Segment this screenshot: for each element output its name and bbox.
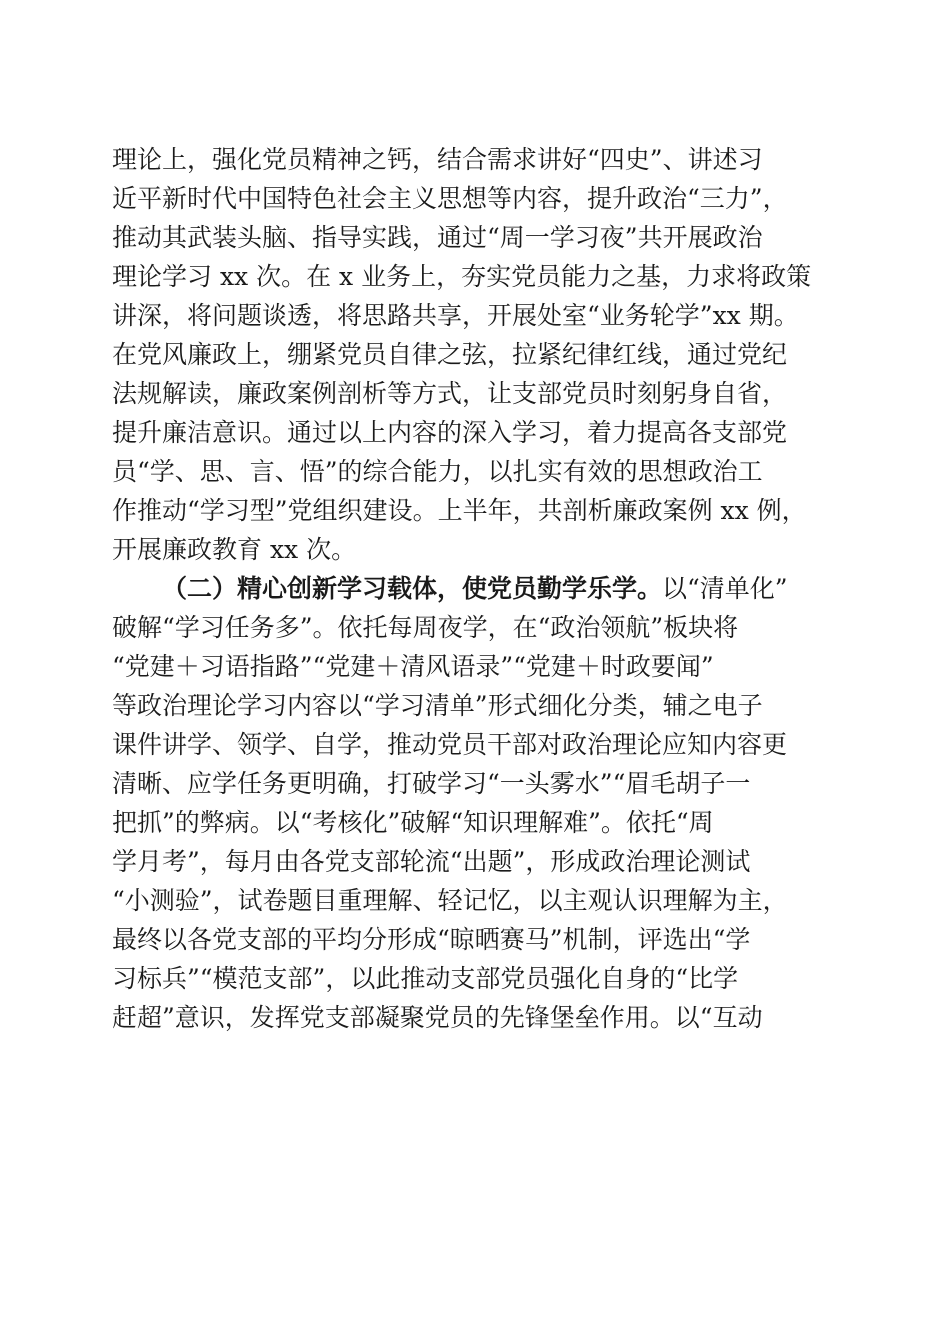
paragraph-line: 把抓”的弊病。以“考核化”破解“知识理解难”。依托“周 bbox=[112, 808, 714, 837]
paragraph-line: 等政治理论学习内容以“学习清单”形式细化分类，辅之电子 bbox=[112, 691, 763, 720]
paragraph-line: 课件讲学、领学、自学，推动党员干部对政治理论应知内容更 bbox=[112, 730, 788, 759]
paragraph-line: 最终以各党支部的平均分形成“晾晒赛马”机制，评选出“学 bbox=[112, 925, 751, 954]
paragraph-line: 员“学、思、言、悟”的综合能力，以扎实有效的思想政治工 bbox=[112, 457, 763, 486]
section-2-heading-tail: 以“清单化” bbox=[662, 574, 788, 603]
paragraph-line: “党建＋习语指路”“党建＋清风语录”“党建＋时政要闻” bbox=[112, 652, 714, 681]
paragraph-line: 开展廉政教育 xx 次。 bbox=[112, 535, 357, 564]
paragraph-line: 理论学习 xx 次。在 x 业务上，夯实党员能力之基，力求将政策 bbox=[112, 262, 812, 291]
paragraph-line: 作推动“学习型”党组织建设。上半年，共剖析廉政案例 xx 例， bbox=[112, 496, 807, 525]
section-2-heading: （二）精心创新学习载体，使党员勤学乐学。 bbox=[162, 574, 663, 603]
paragraph-line: 近平新时代中国特色社会主义思想等内容，提升政治“三力”， bbox=[112, 184, 788, 213]
paragraph-line: 提升廉洁意识。通过以上内容的深入学习，着力提高各支部党 bbox=[112, 418, 788, 447]
paragraph-line: 法规解读，廉政案例剖析等方式，让支部党员时刻躬身自省， bbox=[112, 379, 788, 408]
paragraph-line: 讲深，将问题谈透，将思路共享，开展处室“业务轮学”xx 期。 bbox=[112, 301, 799, 330]
paragraph-line: 赶超”意识，发挥党支部凝聚党员的先锋堡垒作用。以“互动 bbox=[112, 1003, 763, 1032]
paragraph-line: “小测验”，试卷题目重理解、轻记忆，以主观认识理解为主， bbox=[112, 886, 788, 915]
body-text bbox=[112, 140, 852, 1037]
paragraph-line: 理论上，强化党员精神之钙，结合需求讲好“四史”、讲述习 bbox=[112, 145, 763, 174]
paragraph-line: 推动其武装头脑、指导实践，通过“周一学习夜”共开展政治 bbox=[112, 223, 763, 252]
section-2-first-line bbox=[112, 569, 852, 608]
paragraph-line: 在党风廉政上，绷紧党员自律之弦，拉紧纪律红线，通过党纪 bbox=[112, 340, 788, 369]
paragraph-line: 习标兵”“模范支部”，以此推动支部党员强化自身的“比学 bbox=[112, 964, 739, 993]
paragraph-line: 破解“学习任务多”。依托每周夜学，在“政治领航”板块将 bbox=[112, 613, 739, 642]
paragraph-line: 清晰、应学任务更明确，打破学习“一头雾水”“眉毛胡子一 bbox=[112, 769, 751, 798]
paragraph-line: 学月考”，每月由各党支部轮流“出题”，形成政治理论测试 bbox=[112, 847, 751, 876]
